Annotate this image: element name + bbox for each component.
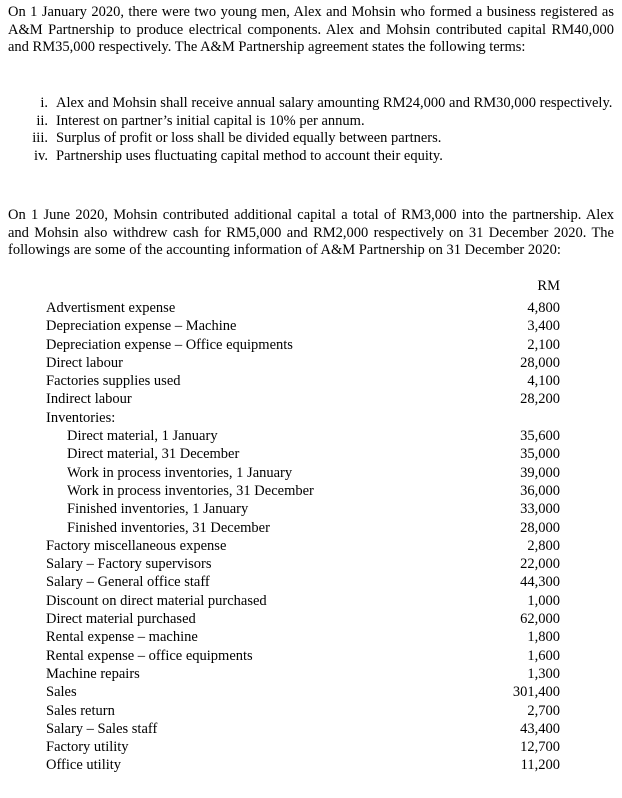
table-row bbox=[0, 299, 622, 317]
row-value: 2,800 bbox=[527, 537, 560, 554]
row-value: 39,000 bbox=[520, 464, 560, 481]
row-label: Factory utility bbox=[46, 739, 129, 756]
table-row bbox=[0, 665, 622, 683]
row-label: Rental expense – office equipments bbox=[46, 647, 253, 664]
row-value: 1,000 bbox=[527, 592, 560, 609]
term-text: Interest on partner’s initial capital is 10% per annum. bbox=[56, 112, 365, 129]
row-label: Machine repairs bbox=[46, 665, 140, 682]
row-label: Salary – Factory supervisors bbox=[46, 556, 212, 573]
table-row bbox=[0, 610, 622, 628]
table-row bbox=[0, 683, 622, 701]
term-text: Surplus of profit or loss shall be divided equally between partners. bbox=[56, 130, 442, 147]
row-value: 35,000 bbox=[520, 446, 560, 463]
table-row bbox=[0, 555, 622, 573]
row-label: Salary – General office staff bbox=[46, 574, 210, 591]
term-text: Partnership uses fluctuating capital method to account their equity. bbox=[56, 147, 443, 164]
row-label: Direct material purchased bbox=[46, 611, 196, 628]
row-value: 1,800 bbox=[527, 629, 560, 646]
table-row bbox=[0, 482, 622, 500]
row-label: Factories supplies used bbox=[46, 373, 181, 390]
row-label: Direct material, 1 January bbox=[67, 428, 218, 445]
table-row bbox=[0, 573, 622, 591]
table-row bbox=[0, 427, 622, 445]
term-item bbox=[0, 130, 622, 148]
table-row bbox=[0, 702, 622, 720]
row-value: 3,400 bbox=[527, 318, 560, 335]
accounting-info-paragraph: On 1 June 2020, Mohsin contributed additional capital a total of RM3,000 into the partnership. Alex and Mohsin also withdrew cash for RM5,000 and RM2,000 respectively on 31 December 2020. The followings are some of the accounting information of A&M Partnership on 31 December 2020: bbox=[8, 207, 614, 259]
row-label: Salary – Sales staff bbox=[46, 720, 158, 737]
table-row bbox=[0, 336, 622, 354]
partnership-terms-list bbox=[0, 95, 622, 165]
table-row bbox=[0, 756, 622, 774]
table-row bbox=[0, 317, 622, 335]
row-value: 2,700 bbox=[527, 702, 560, 719]
term-item bbox=[0, 95, 622, 113]
row-label: Factory miscellaneous expense bbox=[46, 537, 227, 554]
term-number: ii. bbox=[36, 112, 48, 129]
table-row bbox=[0, 519, 622, 537]
row-label: Finished inventories, 1 January bbox=[67, 501, 249, 518]
row-label: Indirect labour bbox=[46, 391, 132, 408]
row-label: Sales bbox=[46, 684, 77, 701]
row-value: 62,000 bbox=[520, 611, 560, 628]
table-row bbox=[0, 372, 622, 390]
row-label: Inventories: bbox=[46, 409, 116, 426]
table-row bbox=[0, 647, 622, 665]
row-value: 28,200 bbox=[520, 391, 560, 408]
row-value: 4,800 bbox=[527, 300, 560, 316]
table-row bbox=[0, 354, 622, 372]
row-value: 28,000 bbox=[520, 354, 560, 371]
row-label: Work in process inventories, 1 January bbox=[67, 464, 293, 481]
table-row bbox=[0, 592, 622, 610]
row-value: 43,400 bbox=[520, 720, 560, 737]
row-label: Depreciation expense – Office equipments bbox=[46, 336, 293, 353]
row-label: Advertisment expense bbox=[46, 300, 176, 316]
row-label: Office utility bbox=[46, 757, 122, 774]
table-row bbox=[0, 500, 622, 518]
term-number: i. bbox=[40, 95, 48, 111]
row-label: Discount on direct material purchased bbox=[46, 592, 267, 609]
term-text: Alex and Mohsin shall receive annual salary amounting RM24,000 and RM30,000 respectively. bbox=[56, 95, 613, 111]
row-label: Work in process inventories, 31 December bbox=[67, 482, 314, 499]
row-label: Direct material, 31 December bbox=[67, 446, 240, 463]
row-value: 12,700 bbox=[520, 739, 560, 756]
table-row bbox=[0, 720, 622, 738]
row-label: Rental expense – machine bbox=[46, 629, 198, 646]
term-item bbox=[0, 113, 622, 131]
row-value: 2,100 bbox=[527, 336, 560, 353]
table-row bbox=[0, 628, 622, 646]
term-item bbox=[0, 148, 622, 166]
row-value: 36,000 bbox=[520, 482, 560, 499]
row-label: Sales return bbox=[46, 702, 115, 719]
accounting-rows bbox=[0, 299, 622, 775]
row-value: 1,300 bbox=[527, 665, 560, 682]
row-label: Depreciation expense – Machine bbox=[46, 318, 237, 335]
table-row bbox=[0, 445, 622, 463]
row-label: Finished inventories, 31 December bbox=[67, 519, 270, 536]
table-row bbox=[0, 464, 622, 482]
row-value: 301,400 bbox=[512, 684, 560, 701]
table-row bbox=[0, 738, 622, 756]
table-row bbox=[0, 537, 622, 555]
row-label: Direct labour bbox=[46, 354, 123, 371]
row-value: 11,200 bbox=[520, 757, 560, 774]
table-row bbox=[0, 409, 622, 427]
row-value: 44,300 bbox=[520, 574, 560, 591]
row-value: 1,600 bbox=[527, 647, 560, 664]
row-value: 28,000 bbox=[520, 519, 560, 536]
row-value: 35,600 bbox=[520, 428, 560, 445]
row-value: 33,000 bbox=[520, 501, 560, 518]
currency-column-header: RM bbox=[537, 278, 560, 294]
intro-paragraph: On 1 January 2020, there were two young men, Alex and Mohsin who formed a business registered as A&M Partnership to produce electrical components. Alex and Mohsin contributed capital RM40,000 and RM35,000 respectively. The A&M Partnership agreement states the following terms: bbox=[8, 4, 614, 56]
term-number: iv. bbox=[34, 147, 48, 164]
term-number: iii. bbox=[32, 130, 48, 147]
row-value: 22,000 bbox=[520, 556, 560, 573]
row-value: 4,100 bbox=[527, 373, 560, 390]
table-row bbox=[0, 390, 622, 408]
